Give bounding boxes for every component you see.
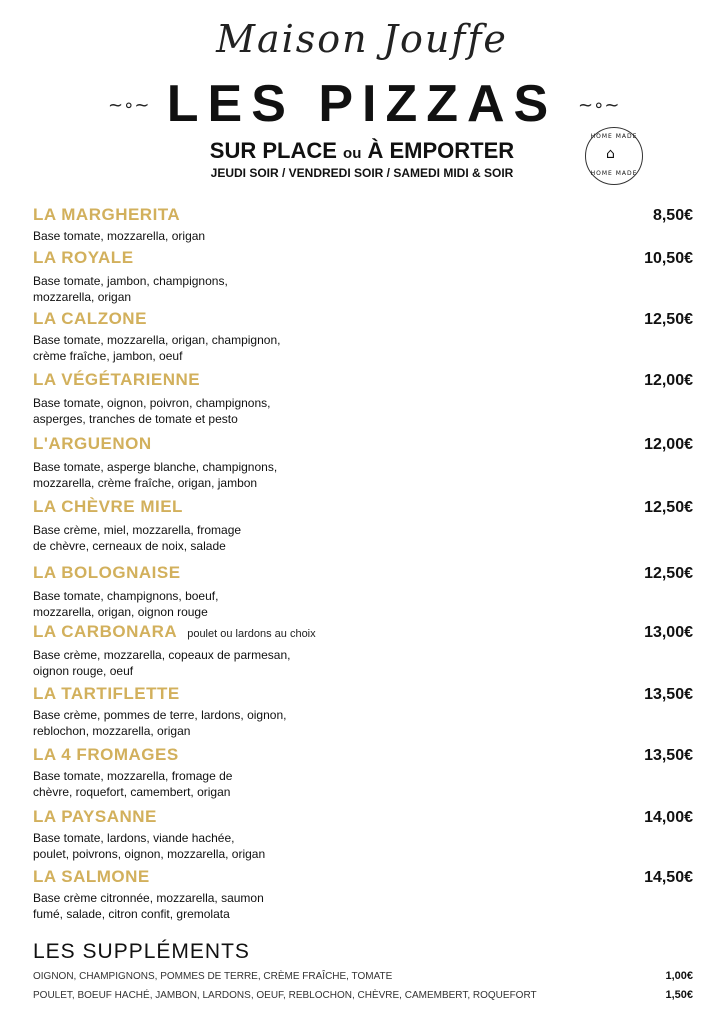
subtitle-dine-in: SUR PLACE — [209, 138, 337, 163]
pizza-description — [33, 522, 693, 554]
left-swirl-ornament-icon: ~∘~ — [108, 95, 150, 116]
supplement-row — [33, 989, 693, 1002]
pizza-name — [33, 807, 693, 827]
pizza-name-text: LA TARTIFLETTE — [33, 684, 180, 703]
pizza-item — [33, 309, 693, 364]
pizza-description-line: Base tomate, mozzarella, origan, champignon, — [33, 333, 281, 347]
pizza-item — [33, 867, 693, 922]
pizza-price: 12,50€ — [644, 311, 693, 328]
pizza-name-text: LA VÉGÉTARIENNE — [33, 370, 201, 389]
pizza-name-text: LA CALZONE — [33, 309, 147, 328]
pizza-description-line: mozzarella, origan, oignon rouge — [33, 605, 208, 619]
supplement-items: POULET, BOEUF HACHÉ, JAMBON, LARDONS, OEUF, REBLOCHON, CHÈVRE, CAMEMBERT, ROQUEFORT — [33, 990, 537, 1001]
pizza-description — [33, 707, 693, 739]
pizza-item — [33, 684, 693, 739]
pizza-description — [33, 768, 693, 800]
pizza-description-line: Base tomate, jambon, champignons, — [33, 274, 228, 288]
pizza-name — [33, 370, 693, 390]
pizza-name — [33, 563, 693, 583]
pizza-name — [33, 309, 693, 329]
pizza-price: 14,50€ — [644, 869, 693, 886]
pizza-description-line: oignon rouge, oeuf — [33, 664, 134, 678]
badge-text-bottom: HOME MADE — [590, 170, 638, 177]
pizza-description-line: Base crème, pommes de terre, lardons, oignon, — [33, 708, 287, 722]
pizza-item — [33, 807, 693, 862]
pizza-description-line: Base tomate, mozzarella, fromage de — [33, 769, 233, 783]
pizza-description-line: Base tomate, oignon, poivron, champignons, — [33, 396, 271, 410]
subtitle-takeaway: À EMPORTER — [367, 138, 515, 163]
pizza-name-text: LA SALMONE — [33, 867, 150, 886]
pizza-name-text: LA CARBONARA — [33, 622, 178, 641]
pizza-price: 13,50€ — [644, 747, 693, 764]
pizza-name — [33, 622, 693, 644]
pizza-description-line: de chèvre, cerneaux de noix, salade — [33, 539, 226, 553]
pizza-price: 8,50€ — [652, 207, 693, 224]
opening-days: JEUDI SOIR / VENDREDI SOIR / SAMEDI MIDI & SOIR — [210, 166, 514, 180]
pizza-name — [33, 248, 693, 268]
pizza-item — [33, 205, 693, 244]
pizza-name-text: LA MARGHERITA — [33, 205, 181, 224]
supplement-row — [33, 970, 693, 983]
pizza-price: 14,00€ — [644, 809, 693, 826]
pizza-description-line: Base crème citronnée, mozzarella, saumon — [33, 891, 264, 905]
pizza-name — [33, 434, 693, 454]
supplements-title: LES SUPPLÉMENTS — [33, 940, 250, 963]
pizza-name — [33, 745, 693, 765]
pizza-price: 12,50€ — [644, 499, 693, 516]
page-title: LES PIZZAS — [166, 75, 558, 133]
pizza-description — [33, 647, 693, 679]
pizza-name — [33, 867, 693, 887]
pizza-name-text: LA BOLOGNAISE — [33, 563, 181, 582]
pizza-description-line: asperges, tranches de tomate et pesto — [33, 412, 238, 426]
pizza-name-text: LA CHÈVRE MIEL — [33, 497, 183, 516]
supplement-price: 1,50€ — [665, 989, 693, 1001]
pizza-description-line: Base crème, mozzarella, copeaux de parmesan, — [33, 648, 291, 662]
pizza-price: 10,50€ — [644, 250, 693, 267]
house-heart-icon: ⌂ — [606, 146, 615, 162]
brand-logo: Maison Jouffe — [216, 17, 508, 61]
pizza-name-text: LA PAYSANNE — [33, 807, 157, 826]
pizza-description-line: mozzarella, crème fraîche, origan, jambon — [33, 476, 258, 490]
pizza-description — [33, 890, 693, 922]
pizza-description-line: Base crème, miel, mozzarella, fromage — [33, 523, 242, 537]
right-swirl-ornament-icon: ~∘~ — [578, 95, 620, 116]
pizza-description — [33, 395, 693, 427]
pizza-item — [33, 563, 693, 620]
pizza-description-line: Base tomate, asperge blanche, champignons, — [33, 460, 278, 474]
supplement-price: 1,00€ — [665, 970, 693, 982]
pizza-description-line: mozzarella, origan — [33, 290, 132, 304]
pizza-item — [33, 248, 693, 305]
pizza-price: 13,00€ — [644, 624, 693, 641]
pizza-description — [33, 588, 693, 620]
pizza-description-line: Base tomate, lardons, viande hachée, — [33, 831, 235, 845]
pizza-item — [33, 497, 693, 554]
pizza-price: 12,50€ — [644, 565, 693, 582]
pizza-price: 12,00€ — [644, 436, 693, 453]
pizza-price: 13,50€ — [644, 686, 693, 703]
pizza-name-text: L'ARGUENON — [33, 434, 152, 453]
badge-text-top: HOME MADE — [590, 133, 638, 140]
pizza-item — [33, 745, 693, 800]
pizza-description — [33, 228, 693, 244]
pizza-name-text: LA 4 FROMAGES — [33, 745, 179, 764]
pizza-description — [33, 273, 693, 305]
pizza-description-line: poulet, poivrons, oignon, mozzarella, origan — [33, 847, 266, 861]
pizza-item — [33, 370, 693, 427]
pizza-description — [33, 459, 693, 491]
pizza-item — [33, 622, 693, 679]
subtitle-or: ou — [343, 145, 362, 162]
pizza-description-line: crème fraîche, jambon, oeuf — [33, 349, 183, 363]
pizza-description-line: Base tomate, mozzarella, origan — [33, 229, 206, 243]
pizza-price: 12,00€ — [644, 372, 693, 389]
pizza-item — [33, 434, 693, 491]
pizza-description — [33, 332, 693, 364]
home-made-badge — [585, 127, 643, 185]
pizza-name — [33, 205, 693, 225]
pizza-name — [33, 497, 693, 517]
pizza-name-text: LA ROYALE — [33, 248, 134, 267]
pizza-name — [33, 684, 693, 704]
pizza-note: poulet ou lardons au choix — [187, 628, 316, 640]
pizza-description-line: Base tomate, champignons, boeuf, — [33, 589, 219, 603]
pizza-description-line: reblochon, mozzarella, origan — [33, 724, 191, 738]
supplement-items: OIGNON, CHAMPIGNONS, POMMES DE TERRE, CRÈME FRAÎCHE, TOMATE — [33, 971, 393, 982]
pizza-description — [33, 830, 693, 862]
pizza-description-line: chèvre, roquefort, camembert, origan — [33, 785, 231, 799]
pizza-description-line: fumé, salade, citron confit, gremolata — [33, 907, 230, 921]
